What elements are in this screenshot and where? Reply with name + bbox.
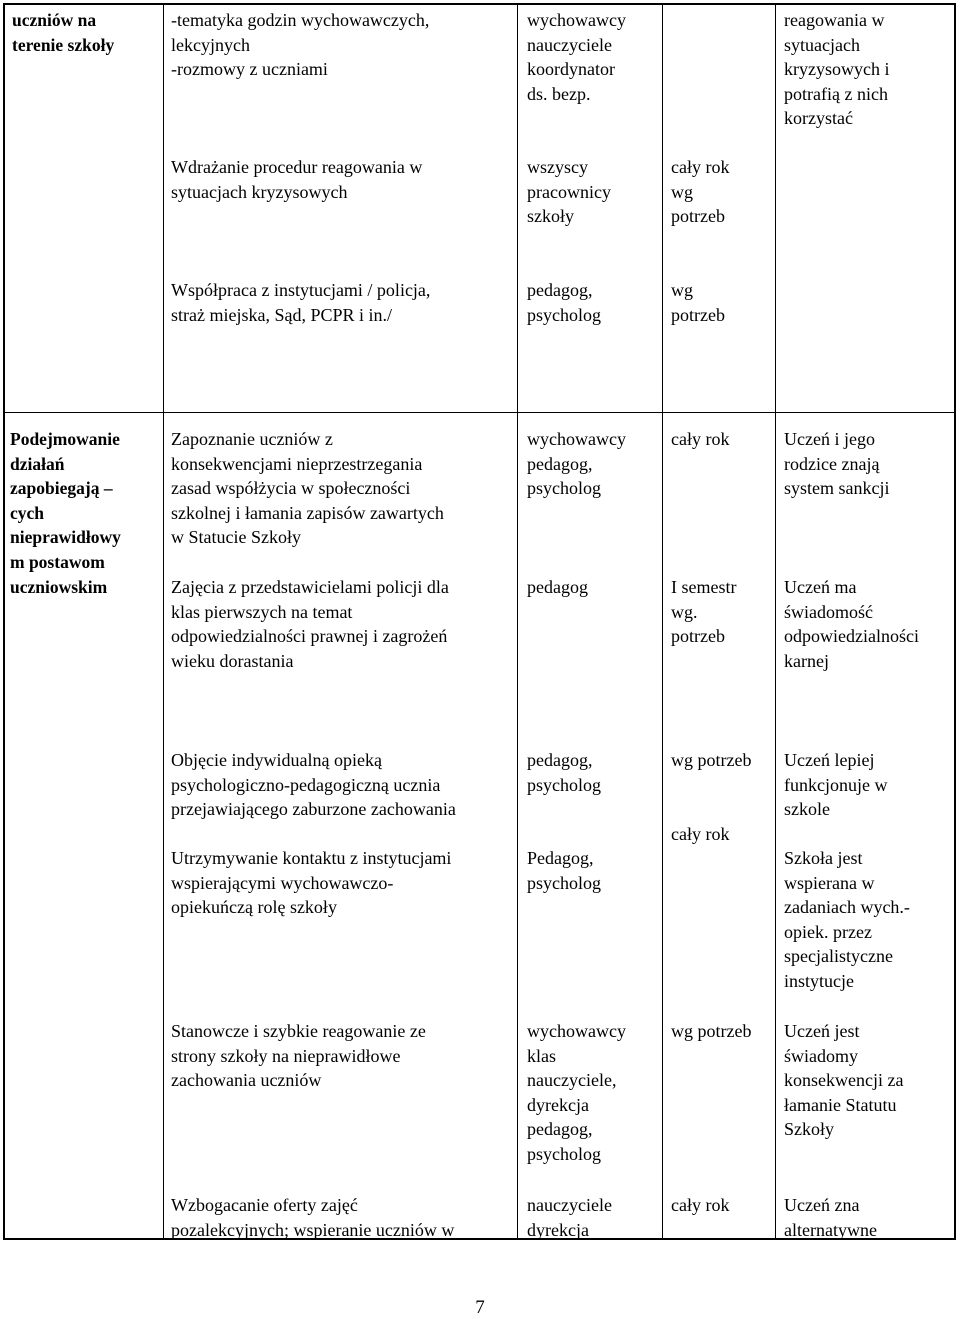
task-cell: Wzbogacanie oferty zajęć pozalekcyjnych; wspieranie uczniów w (171, 1195, 455, 1240)
area-cell: uczniów na terenie szkoły (12, 10, 115, 55)
date-cell: wg potrzeb (671, 750, 752, 770)
result-cell: Uczeń jest świadomy konsekwencji za łamanie Statutu Szkoły (784, 1021, 904, 1140)
task-cell: Stanowcze i szybkie reagowanie ze strony szkoły na nieprawidłowe zachowania uczniów (171, 1021, 426, 1091)
area-cell: Podejmowanie działań zapobiegają – cych nieprawidłowy m postawom uczniowskim (10, 429, 121, 597)
task-cell: Zapoznanie uczniów z konsekwencjami nieprzestrzegania zasad współżycia w społeczności szkolnej i łamania zapisów zawartych w Statucie Szkoły (171, 429, 444, 548)
date-cell: I semestr wg. potrzeb (671, 577, 737, 647)
result-cell: Uczeń ma świadomość odpowiedzialności karnej (784, 577, 919, 671)
task-cell: Objęcie indywidualną opieką psychologiczno-pedagogiczną ucznia przejawiającego zaburzone zachowania (171, 750, 456, 820)
column-divider (662, 3, 663, 1240)
result-cell: Uczeń i jego rodzice znają system sankcji (784, 429, 890, 499)
responsible-cell: nauczyciele dyrekcja (527, 1195, 612, 1240)
task-cell: Zajęcia z przedstawicielami policji dla klas pierwszych na temat odpowiedzialności prawnej i zagrożeń wieku dorastania (171, 577, 449, 671)
result-cell: Uczeń lepiej funkcjonuje w szkole (784, 750, 888, 820)
date-cell: cały rok (671, 429, 730, 449)
task-cell: -tematyka godzin wychowawczych, lekcyjnych -rozmowy z uczniami (171, 10, 430, 80)
task-cell: Współpraca z instytucjami / policja, straż miejska, Sąd, PCPR i in./ (171, 280, 431, 325)
responsible-cell: Pedagog, psycholog (527, 848, 601, 893)
responsible-cell: wychowawcy klas nauczyciele, dyrekcja pedagog, psycholog (527, 1021, 626, 1164)
result-cell: Szkoła jest wspierana w zadaniach wych.- opiek. przez specjalistyczne instytucje (784, 848, 910, 991)
column-divider (517, 3, 518, 1240)
column-divider (775, 3, 776, 1240)
responsible-cell: pedagog, psycholog (527, 280, 601, 325)
date-cell: cały rok (671, 824, 730, 844)
date-cell: cały rok (671, 1195, 730, 1215)
responsible-cell: wychowawcy nauczyciele koordynator ds. bezp. (527, 10, 626, 104)
task-cell: Wdrażanie procedur reagowania w sytuacjach kryzysowych (171, 157, 423, 202)
responsible-cell: wychowawcy pedagog, psycholog (527, 429, 626, 499)
task-cell: Utrzymywanie kontaktu z instytucjami wspierającymi wychowawczo- opiekuńczą rolę szkoły (171, 848, 452, 918)
date-cell: wg potrzeb (671, 1021, 752, 1041)
column-divider (163, 3, 164, 1240)
date-cell: wg potrzeb (671, 280, 725, 325)
result-cell: reagowania w sytuacjach kryzysowych i potrafią z nich korzystać (784, 10, 890, 129)
result-cell: Uczeń zna alternatywne (784, 1195, 877, 1240)
responsible-cell: wszyscy pracownicy szkoły (527, 157, 611, 227)
date-cell: cały rok wg potrzeb (671, 157, 730, 227)
responsible-cell: pedagog, psycholog (527, 750, 601, 795)
responsible-cell: pedagog (527, 577, 588, 597)
row-divider (3, 412, 956, 413)
page-number: 7 (475, 1297, 485, 1318)
